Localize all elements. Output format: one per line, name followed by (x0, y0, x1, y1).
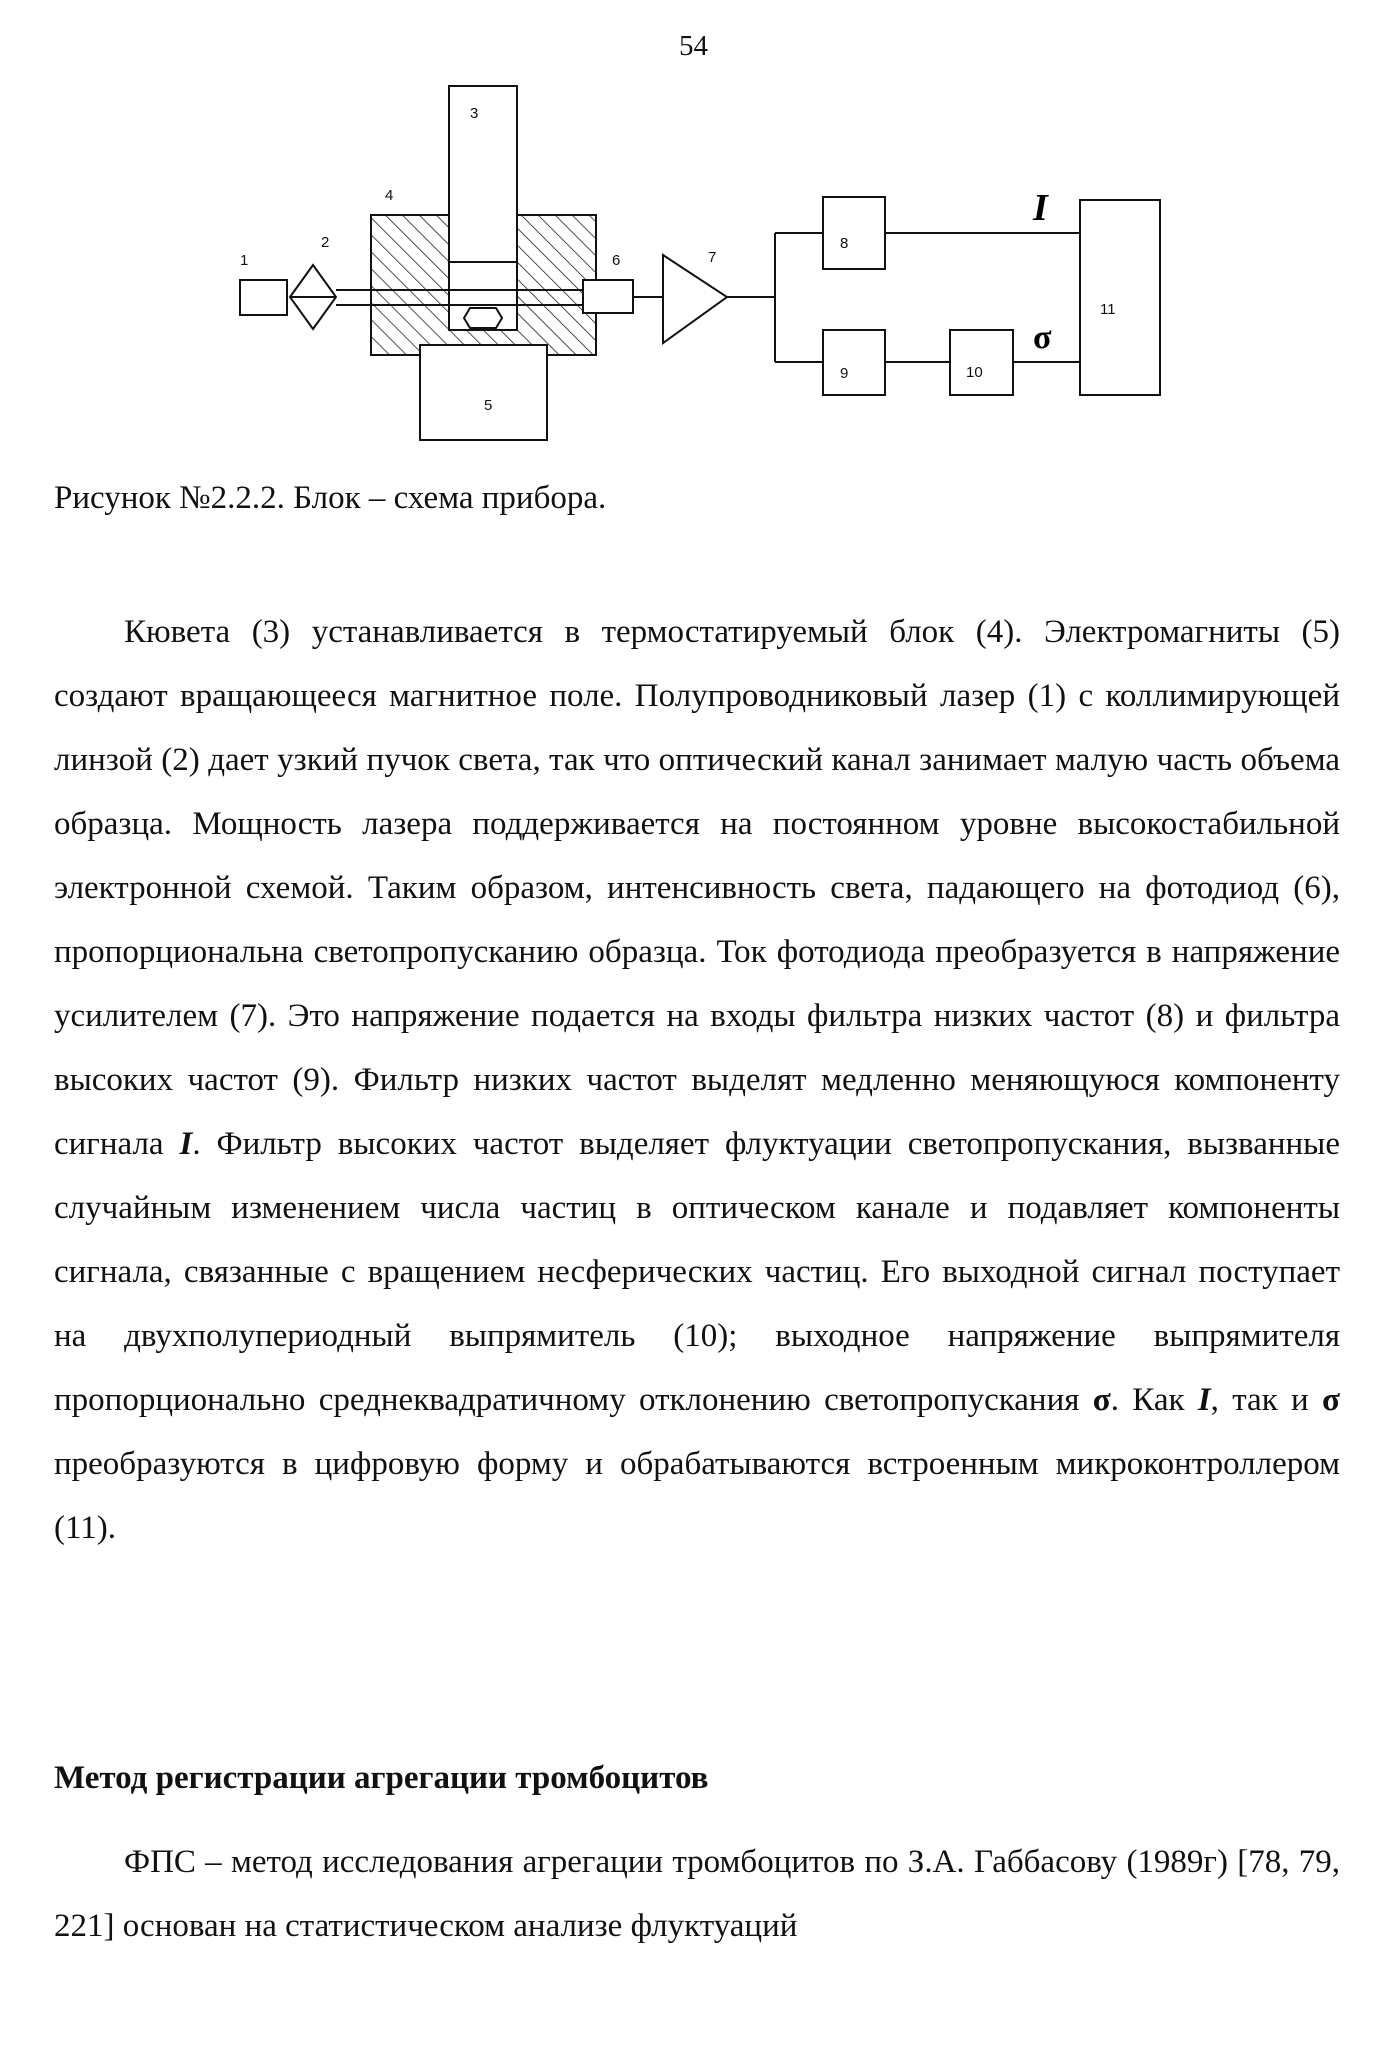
label-10: 10 (966, 364, 983, 381)
label-5: 5 (484, 397, 493, 414)
section-heading: Метод регистрации агрегации тромбоцитов (54, 1760, 709, 1796)
figure-caption: Рисунок №2.2.2. Блок – схема прибора. (54, 480, 607, 516)
signal-sigma-label: σ (1033, 319, 1052, 356)
p1-text-5: преобразуются в цифровую форму и обрабатываются встроенным микроконтроллером (11). (54, 1446, 1340, 1546)
p1-text-4: , так и (1210, 1382, 1323, 1418)
label-11: 11 (1100, 301, 1116, 318)
label-1: 1 (240, 252, 249, 269)
symbol-sigma: σ (1092, 1382, 1111, 1418)
label-3: 3 (470, 105, 479, 122)
page-number: 54 (679, 30, 708, 62)
paragraph-method: ФПС – метод исследования агрегации тромбоцитов по З.А. Габбасову (1989г) [78, 79, 221] основан на статистическом анализе флуктуаций (54, 1844, 1340, 1944)
rectifier-10 (950, 330, 1013, 395)
label-4: 4 (385, 187, 394, 204)
photodiode-6 (583, 280, 633, 313)
lens-2 (290, 265, 336, 329)
p1-text-3: . Как (1110, 1382, 1198, 1418)
cuvette-3 (449, 86, 517, 330)
electromagnet-5 (420, 345, 547, 440)
symbol-sigma: σ (1322, 1382, 1340, 1418)
label-2: 2 (321, 234, 330, 251)
p1-text-2: . Фильтр высоких частот выделяет флуктуации светопропускания, вызванные случайным изменением числа частиц в оптическом канале и подавляет компоненты сигнала, связанные с вращением несферических частиц. Его выходной сигнал поступает на двухполупериодный выпрямитель (10); выходное напряжение выпрямителя пропорционально среднеквадратичному отклонению светопропускания (54, 1126, 1340, 1418)
amplifier-7 (663, 255, 727, 343)
high-pass-filter-9 (823, 330, 885, 395)
block-diagram (0, 0, 1387, 460)
low-pass-filter-8 (823, 197, 885, 269)
signal-i-label: I (1033, 187, 1048, 229)
label-7: 7 (708, 249, 717, 266)
symbol-i: I (179, 1126, 193, 1162)
label-6: 6 (612, 252, 621, 269)
p1-text-1: Кювета (3) устанавливается в термостатируемый блок (4). Электромагниты (5) создают вращающееся магнитное поле. Полупроводниковый лазер (1) с коллимирующей линзой (2) дает узкий пучок света, так что оптический канал занимает малую часть объема образца. Мощность лазера поддерживается на постоянном уровне высокостабильной электронной схемой. Таким образом, интенсивность света, падающего на фотодиод (6), пропорциональна светопропусканию образца. Ток фотодиода преобразуется в напряжение усилителем (7). Это напряжение подается на входы фильтра низких частот (8) и фильтра высоких частот (9). Фильтр низких частот выделят медленно меняющуюся компоненту сигнала (54, 614, 1340, 1162)
laser-1 (240, 280, 287, 315)
microcontroller-11 (1080, 200, 1160, 395)
label-9: 9 (840, 365, 849, 382)
paragraph-device-description (54, 600, 1340, 1560)
label-8: 8 (840, 235, 849, 252)
symbol-i: I (1197, 1382, 1211, 1418)
